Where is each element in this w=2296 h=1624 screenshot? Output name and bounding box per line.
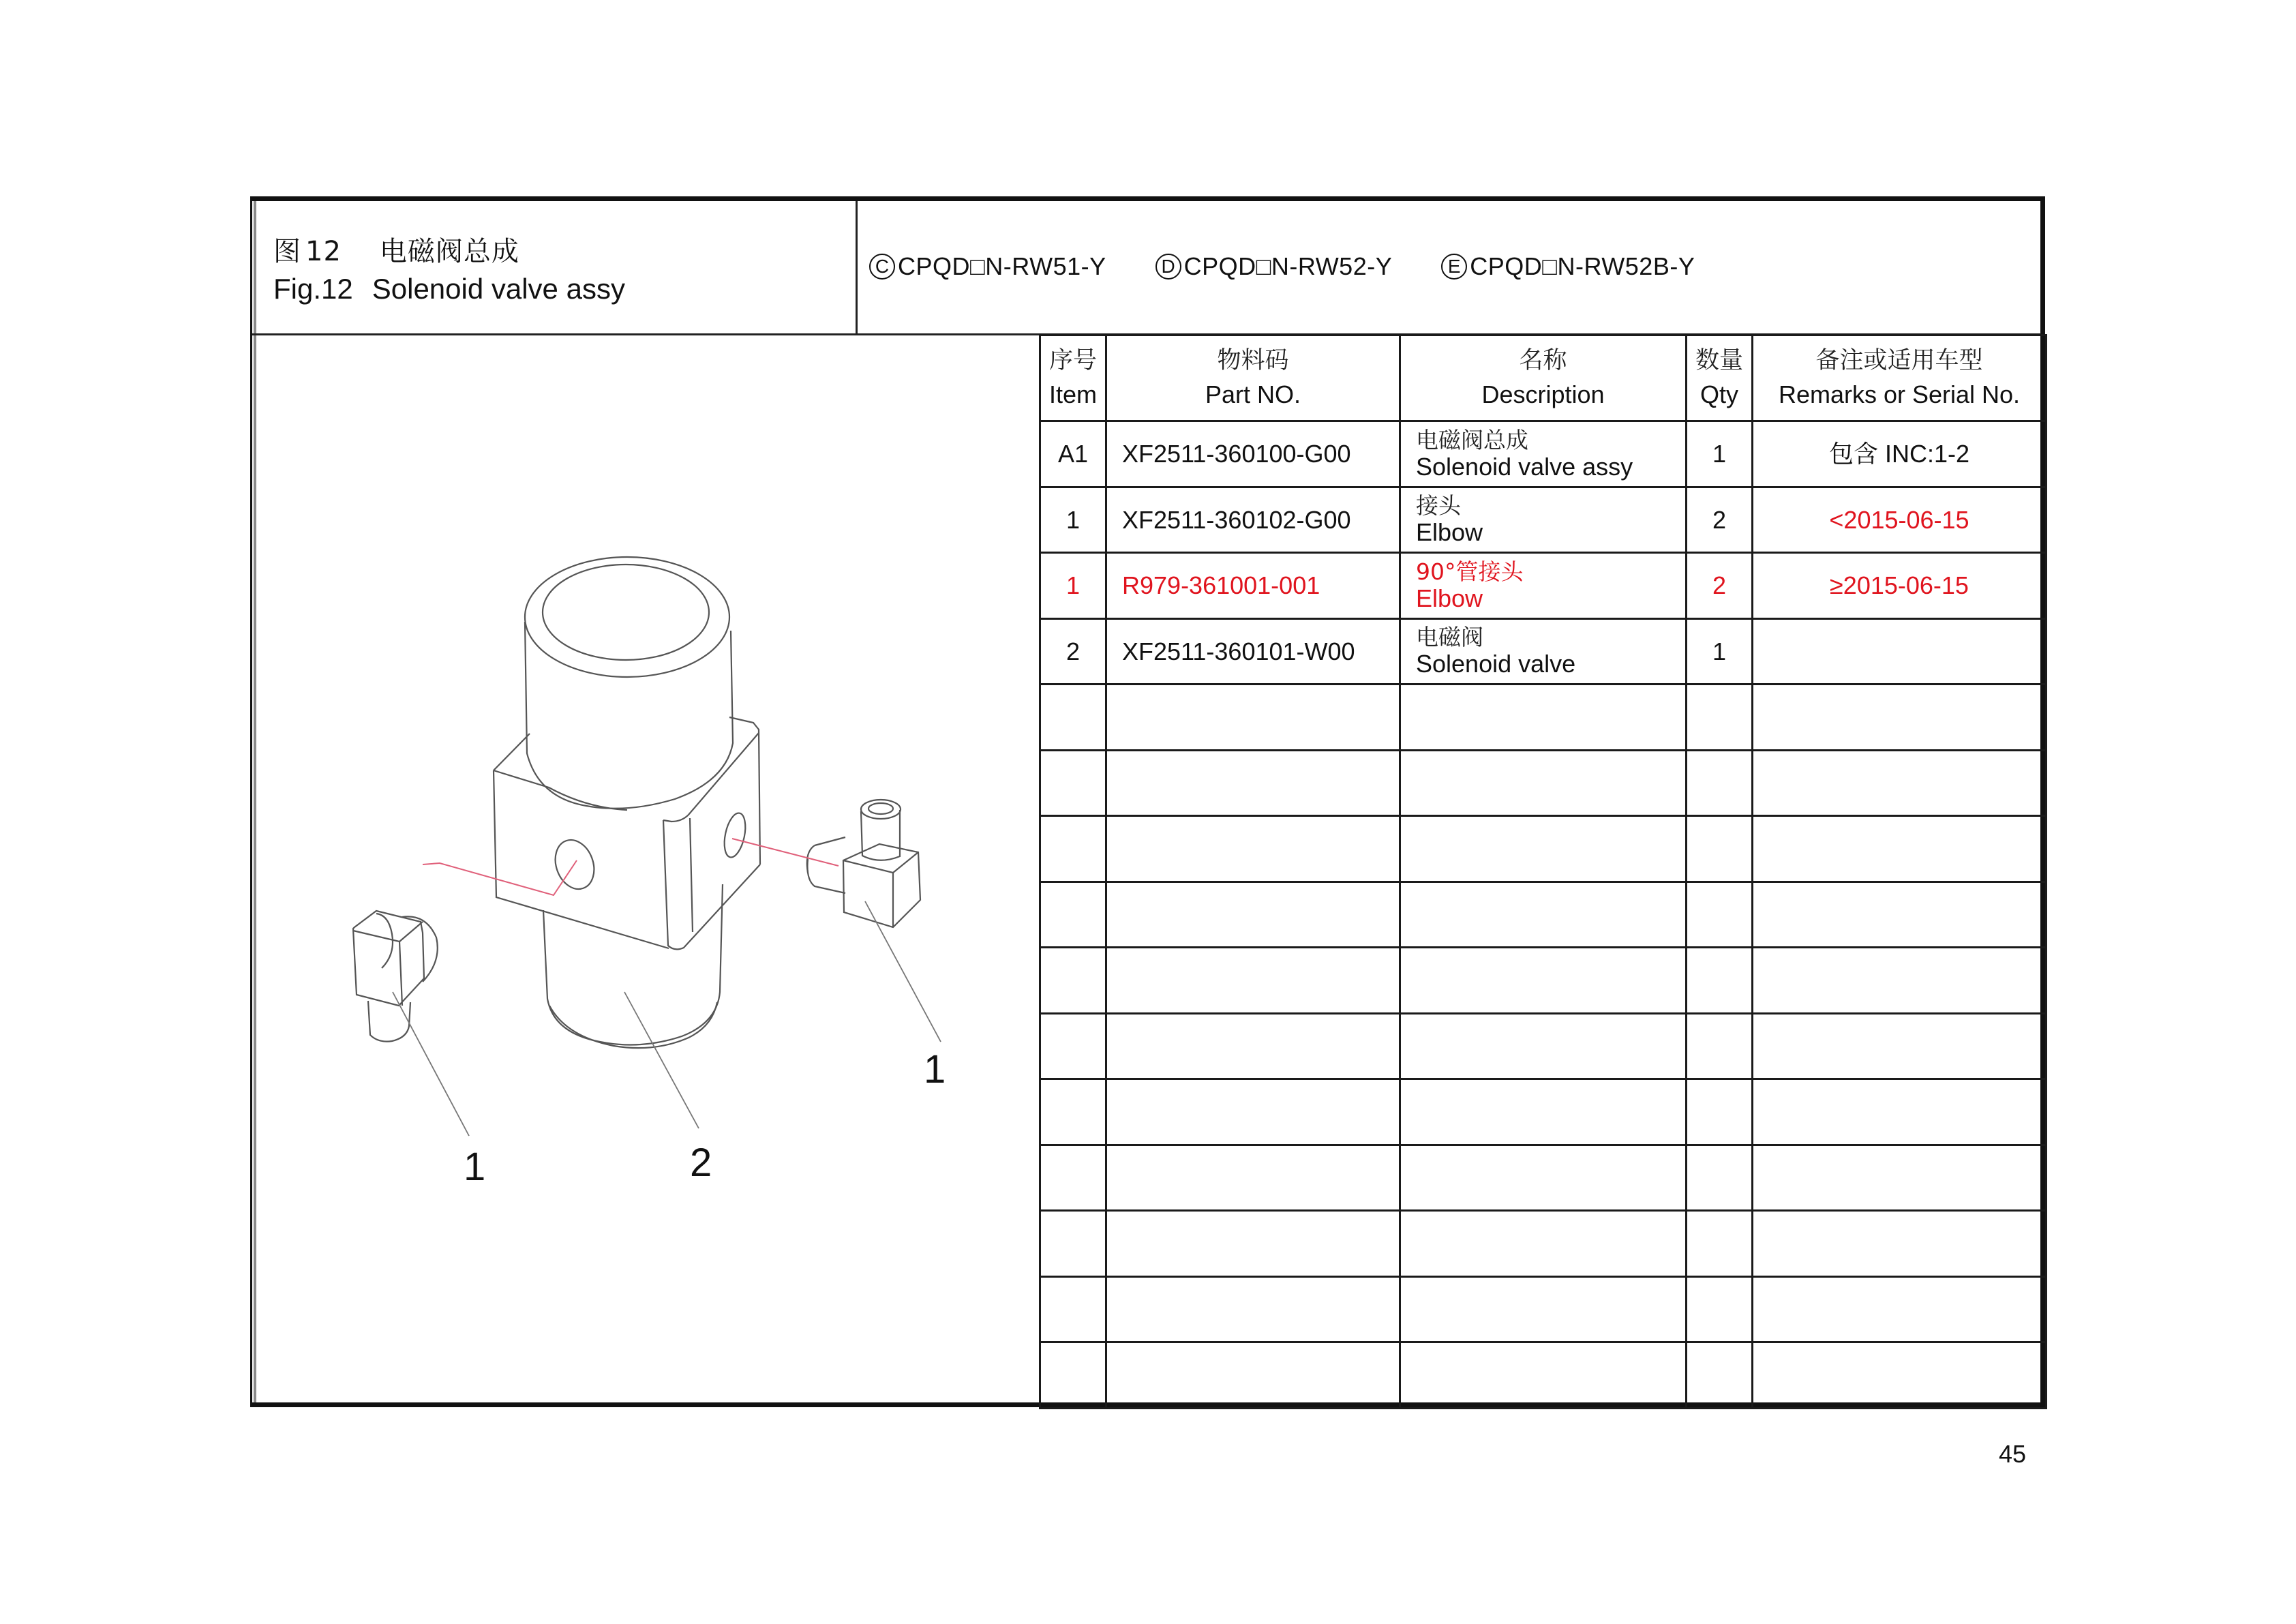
cell-empty (1400, 750, 1687, 816)
table-row-empty (1040, 1342, 2046, 1409)
table-row-highlighted (1040, 553, 2046, 619)
column-header-qty: 数量 Qty (1687, 335, 1753, 421)
table-row (1040, 487, 2046, 553)
coil-inner-ellipse (543, 565, 709, 660)
circled-letter-d-icon: D (1155, 254, 1181, 280)
cell-empty (1400, 1079, 1687, 1145)
right-elbow-block (843, 844, 920, 927)
table-row-empty (1040, 1145, 2046, 1211)
right-elbow-drawing (807, 800, 920, 927)
cell-empty (1687, 1276, 1753, 1342)
table-row-empty (1040, 685, 2046, 751)
table-row-empty (1040, 816, 2046, 882)
right-port-hole (721, 811, 749, 859)
table-row-empty (1040, 1211, 2046, 1277)
cell-empty (1687, 1342, 1753, 1409)
circled-letter-e-icon: E (1441, 254, 1467, 280)
column-header-part-no: 物料码 Part NO. (1106, 335, 1400, 421)
cell-empty (1400, 1342, 1687, 1409)
cell-description: 电磁阀 Solenoid valve (1400, 618, 1687, 685)
valve-body-lower (543, 884, 723, 1045)
cell-empty (1687, 1211, 1753, 1277)
coil-body (525, 622, 733, 809)
cell-empty (1040, 1079, 1106, 1145)
cell-empty (1687, 948, 1753, 1014)
solenoid-valve-drawing (494, 557, 760, 1048)
cell-empty (1106, 1211, 1400, 1277)
cell-empty (1753, 750, 2046, 816)
left-elbow-drawing (353, 911, 438, 1042)
model-code: CPQD□N-RW51-Y (898, 252, 1106, 280)
table-row-empty (1040, 882, 2046, 948)
axis-lines (423, 839, 839, 895)
callout-solenoid-valve: 2 (690, 1141, 712, 1185)
cell-empty (1687, 816, 1753, 882)
coil-top-ellipse (525, 557, 729, 677)
cell-qty: 2 (1687, 487, 1753, 553)
cell-empty (1040, 685, 1106, 751)
cell-empty (1400, 816, 1687, 882)
cell-empty (1753, 816, 2046, 882)
cell-empty (1687, 750, 1753, 816)
model-code: CPQD□N-RW52-Y (1183, 252, 1393, 280)
cell-empty (1687, 685, 1753, 751)
callout-right-elbow: 1 (924, 1047, 946, 1092)
cell-empty (1040, 948, 1106, 1014)
cell-remarks (1753, 618, 2046, 685)
parts-list-table (1039, 334, 2047, 1409)
column-header-remarks: 备注或适用车型 Remarks or Serial No. (1753, 335, 2046, 421)
table-row-empty (1040, 1276, 2046, 1342)
cell-empty (1106, 750, 1400, 816)
cell-empty (1687, 1079, 1753, 1145)
cell-item: A1 (1040, 421, 1106, 487)
table-row-empty (1040, 1079, 2046, 1145)
cell-empty (1400, 1013, 1687, 1079)
cell-empty (1106, 1013, 1400, 1079)
cell-empty (1040, 1276, 1106, 1342)
cell-item: 1 (1040, 487, 1106, 553)
table-header-row (1040, 335, 2046, 421)
cell-description: 接头 Elbow (1400, 487, 1687, 553)
cell-qty: 1 (1687, 618, 1753, 685)
cell-qty: 1 (1687, 421, 1753, 487)
cell-empty (1040, 1145, 1106, 1211)
cell-empty (1753, 1079, 2046, 1145)
cell-empty (1687, 882, 1753, 948)
cell-empty (1040, 816, 1106, 882)
page-number: 45 (1999, 1440, 2027, 1468)
cell-description: 电磁阀总成 Solenoid valve assy (1400, 421, 1687, 487)
cell-empty (1040, 750, 1106, 816)
cell-empty (1106, 1079, 1400, 1145)
cell-empty (1106, 882, 1400, 948)
cell-part-no: R979-361001-001 (1106, 553, 1400, 619)
column-header-item: 序号 Item (1040, 335, 1106, 421)
cell-empty (1106, 816, 1400, 882)
cell-empty (1106, 1145, 1400, 1211)
cell-empty (1106, 685, 1400, 751)
title-en-text: Solenoid valve assy (372, 273, 625, 305)
cell-empty (1687, 1145, 1753, 1211)
model-code: CPQD□N-RW52B-Y (1470, 252, 1695, 280)
cell-empty (1400, 948, 1687, 1014)
table-row (1040, 421, 2046, 487)
cell-empty (1753, 1013, 2046, 1079)
circled-letter-c-icon: C (869, 254, 895, 280)
empty-rows (1040, 685, 2046, 1409)
title-cn-text: 电磁阀总成 (379, 236, 519, 267)
cell-remarks: 包含 INC:1-2 (1753, 421, 2046, 487)
cell-empty (1753, 1342, 2046, 1409)
cell-empty (1753, 882, 2046, 948)
figure-number: 12 (305, 236, 342, 267)
leader-lines (393, 901, 941, 1136)
cell-part-no: XF2511-360102-G00 (1106, 487, 1400, 553)
figure-prefix-en: Fig.12 (273, 273, 353, 305)
cell-part-no: XF2511-360101-W00 (1106, 618, 1400, 685)
cell-description: 90°管接头 Elbow (1400, 553, 1687, 619)
cell-empty (1753, 1276, 2046, 1342)
cell-remarks: <2015-06-15 (1753, 487, 2046, 553)
cell-empty (1400, 1211, 1687, 1277)
cell-qty: 2 (1687, 553, 1753, 619)
table-row-empty (1040, 948, 2046, 1014)
cell-item: 2 (1040, 618, 1106, 685)
callout-left-elbow: 1 (464, 1145, 486, 1189)
cell-empty (1753, 1145, 2046, 1211)
table-row-empty (1040, 750, 2046, 816)
cell-empty (1040, 1342, 1106, 1409)
cell-empty (1106, 1276, 1400, 1342)
column-header-description: 名称 Description (1400, 335, 1687, 421)
cell-empty (1400, 1276, 1687, 1342)
cell-part-no: XF2511-360100-G00 (1106, 421, 1400, 487)
cell-remarks: ≥2015-06-15 (1753, 553, 2046, 619)
cell-empty (1753, 685, 2046, 751)
cell-empty (1040, 1211, 1106, 1277)
table-row-empty (1040, 1013, 2046, 1079)
cell-empty (1040, 882, 1106, 948)
cell-empty (1400, 685, 1687, 751)
cell-empty (1106, 948, 1400, 1014)
figure-prefix-cn: 图 (273, 236, 301, 267)
cell-empty (1040, 1013, 1106, 1079)
cell-empty (1400, 1145, 1687, 1211)
cell-empty (1400, 882, 1687, 948)
cell-item: 1 (1040, 553, 1106, 619)
table-row (1040, 618, 2046, 685)
cell-empty (1687, 1013, 1753, 1079)
cell-empty (1753, 948, 2046, 1014)
cell-empty (1753, 1211, 2046, 1277)
cell-empty (1106, 1342, 1400, 1409)
